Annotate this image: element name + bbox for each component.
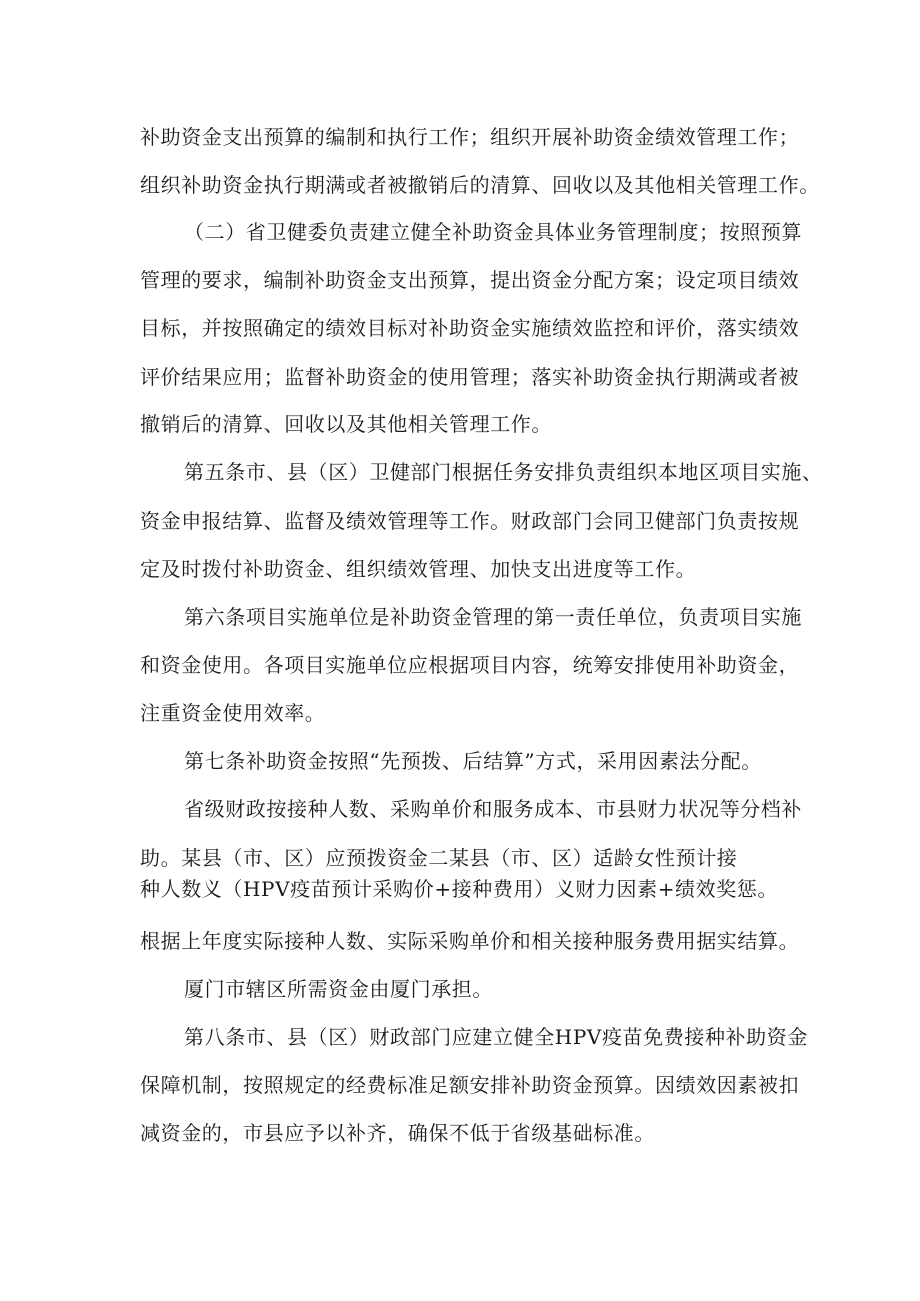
- text-line: 组织补助资金执行期满或者被撤销后的清算、回收以及其他相关管理工作。: [140, 173, 820, 197]
- text-line: 第七条补助资金按照“先预拨、后结算”方式，采用因素法分配。: [184, 749, 762, 773]
- text-line: 厦门市辖区所需资金由厦门承担。: [184, 977, 493, 1001]
- text-line: 资金申报结算、监督及绩效管理等工作。财政部门会同卫健部门负责按规: [140, 509, 800, 533]
- text-line: 助。某县（市、区）应预拨资金二某县（市、区）适龄女性预计接: [140, 846, 738, 870]
- text-line: 评价结果应用；监督补助资金的使用管理；落实补助资金执行期满或者被: [140, 365, 800, 389]
- text-line: 定及时拨付补助资金、组织绩效管理、加快支出进度等工作。: [140, 557, 697, 581]
- text-line: 根据上年度实际接种人数、实际采购单价和相关接种服务费用据实结算。: [140, 929, 800, 953]
- text-line: 和资金使用。各项目实施单位应根据项目内容，统筹安排使用补助资金，: [140, 653, 800, 677]
- text-line: 管理的要求，编制补助资金支出预算，提出资金分配方案；设定项目绩效: [140, 268, 800, 292]
- text-line: （二）省卫健委负责建立健全补助资金具体业务管理制度；按照预算: [184, 220, 802, 244]
- text-line: 第八条市、县（区）财政部门应建立健全HPV疫苗免费接种补助资金: [184, 1025, 808, 1049]
- text-line: 省级财政按接种人数、采购单价和服务成本、市县财力状况等分档补: [184, 797, 802, 821]
- text-line: 目标，并按照确定的绩效目标对补助资金实施绩效监控和评价，落实绩效: [140, 316, 800, 340]
- text-line: 第五条市、县（区）卫健部门根据任务安排负责组织本地区项目实施、: [184, 460, 823, 484]
- text-line: 撤销后的清算、回收以及其他相关管理工作。: [140, 412, 552, 436]
- text-line: 保障机制，按照规定的经费标准足额安排补助资金预算。因绩效因素被扣: [140, 1073, 800, 1097]
- text-line: 种人数义（HPV疫苗预计采购价+接种费用）义财力因素+绩效奖惩。: [140, 877, 779, 901]
- text-line: 补助资金支出预算的编制和执行工作；组织开展补助资金绩效管理工作；: [140, 125, 800, 149]
- text-line: 第六条项目实施单位是补助资金管理的第一责任单位，负责项目实施: [184, 605, 802, 629]
- text-line: 注重资金使用效率。: [140, 701, 326, 725]
- text-line: 减资金的，市县应予以补齐，确保不低于省级基础标准。: [140, 1121, 655, 1145]
